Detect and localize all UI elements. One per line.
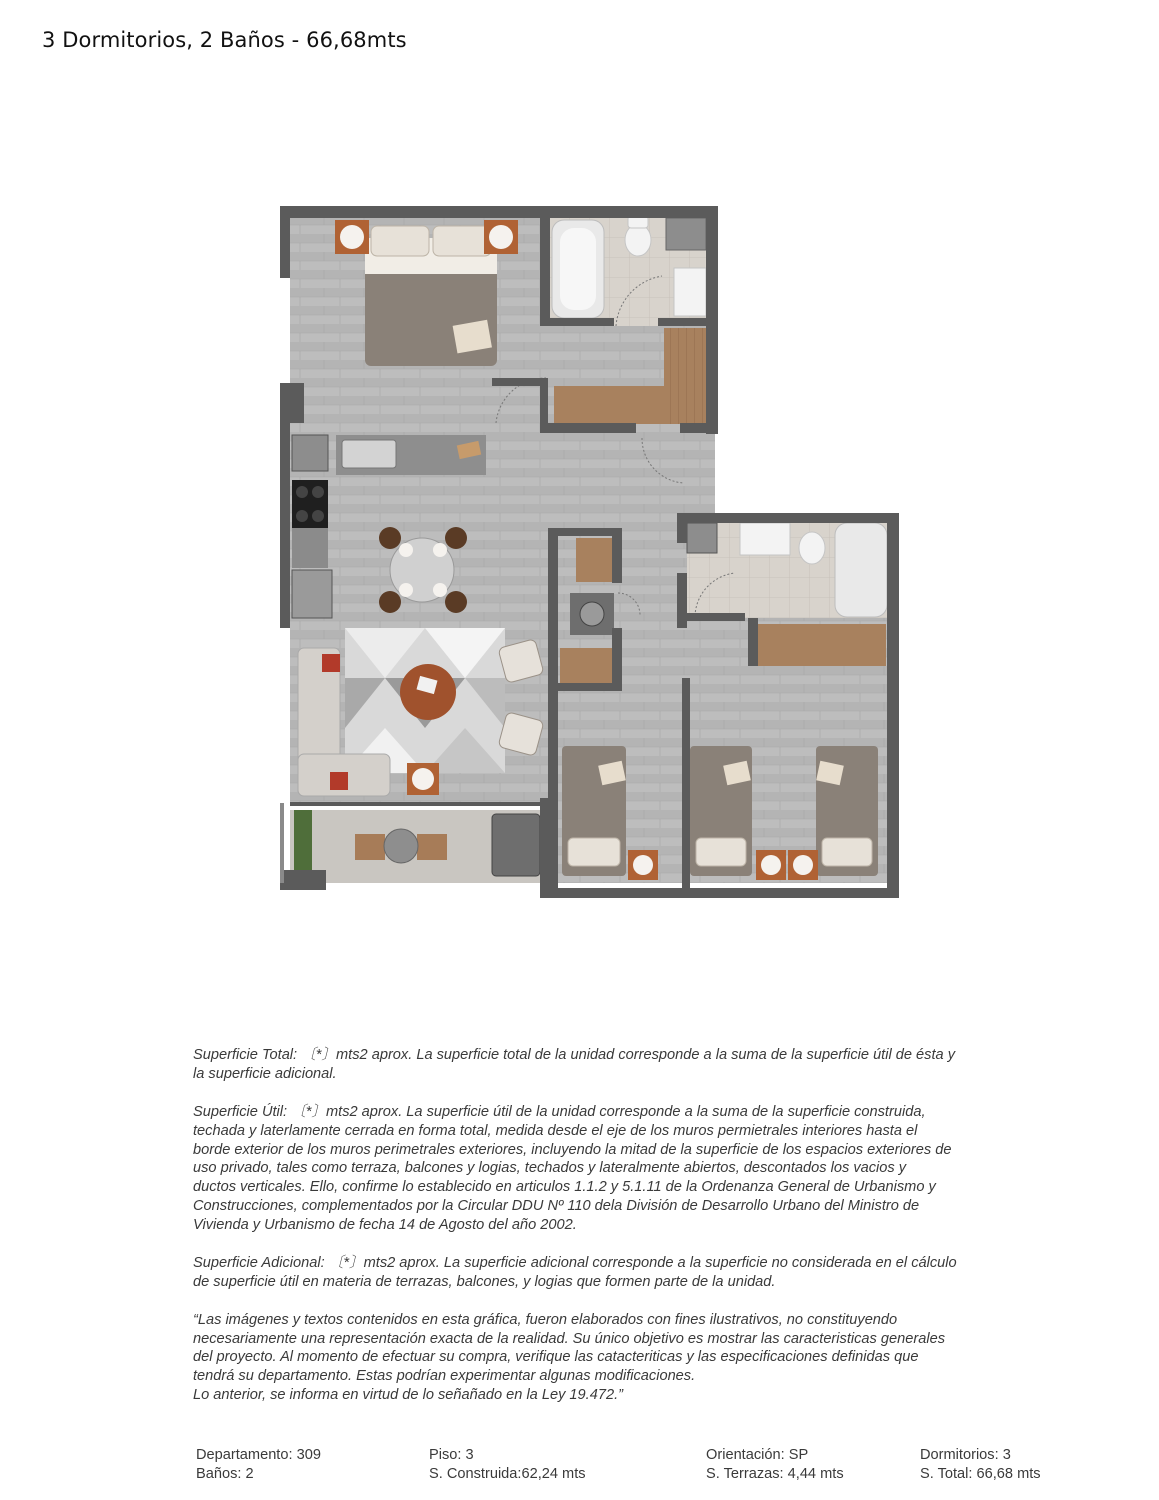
fact-banos: Baños: 2 <box>196 1466 254 1482</box>
master-bed <box>365 226 497 366</box>
nightstand-right <box>484 220 518 254</box>
page-title: 3 Dormitorios, 2 Baños - 66,68mts <box>42 28 407 52</box>
dining-table <box>379 527 467 613</box>
note-disclaimer: “Las imágenes y textos contenidos en esta gráfica, fueron elaborados con fines ilustrativos, no constituyendo necesariamente una representación exacta de la realidad. Su único objetivo es mostrar las caracteristicas generales del proyecto. Al momento de efectuar su compra, verifique las catacteriticas y las especificaciones definidas que tendrá su departamento. Estas podrían experimentar algunas modificaciones. Lo anterior, se informa en virtud de lo señañado en la Ley 19.472.” <box>193 1311 945 1404</box>
floor-plan <box>270 198 910 908</box>
side-table <box>407 763 439 795</box>
fact-departamento: Departamento: 309 <box>196 1447 321 1463</box>
note-superficie-total: Superficie Total: 〔*〕mts2 aprox. La superficie total de la unidad corresponde a la suma de la superficie útil de ésta y la superficie adicional. <box>193 1047 955 1082</box>
fact-s-terrazas: S. Terrazas: 4,44 mts <box>706 1466 844 1482</box>
note-superficie-adicional: Superficie Adicional: 〔*〕mts2 aprox. La superficie adicional corresponde a la superficie no considerada en el cálculo de superficie útil en materia de terrazas, balcones, y logias que formen parte de la unidad. <box>193 1254 957 1290</box>
nightstand-left <box>335 220 369 254</box>
coffee-table <box>400 664 456 720</box>
fact-piso: Piso: 3 <box>429 1447 474 1463</box>
fact-s-construida: S. Construida:62,24 mts <box>429 1466 586 1482</box>
closet-bedroom-3 <box>756 624 886 666</box>
note-superficie-util: Superficie Útil: 〔*〕mts2 aprox. La superficie útil de la unidad corresponde a la suma de la superficie construida, techada y laterlamente cerrada en forma total, medida desde el eje de los muros permietrales interiores hasta el borde exterior de los muros perimetrales exteriores, incluyendo la mitad de la superficie de los espacios exteriores de uso privado, tales como terraza, balcones y logias, techados y lateralmente abiertos, descontados los vacios y ductos verticales. Ello, confirme lo establecido en articulos 1.1.2 y 5.1.11 de la Ordenanza General de Urbanismo y Construcciones, complementados por la Circular DDU Nº 110 dela División de Desarrollo Urbano del Ministro de Vivienda y Urbanismo de fecha 14 de Agosto del año 2002. <box>193 1103 952 1234</box>
fact-dormitorios: Dormitorios: 3 <box>920 1447 1011 1463</box>
fact-s-total: S. Total: 66,68 mts <box>920 1466 1041 1482</box>
fact-orientacion: Orientación: SP <box>706 1447 809 1463</box>
surface-notes <box>193 1046 1023 1424</box>
unit-facts <box>0 1446 1159 1486</box>
